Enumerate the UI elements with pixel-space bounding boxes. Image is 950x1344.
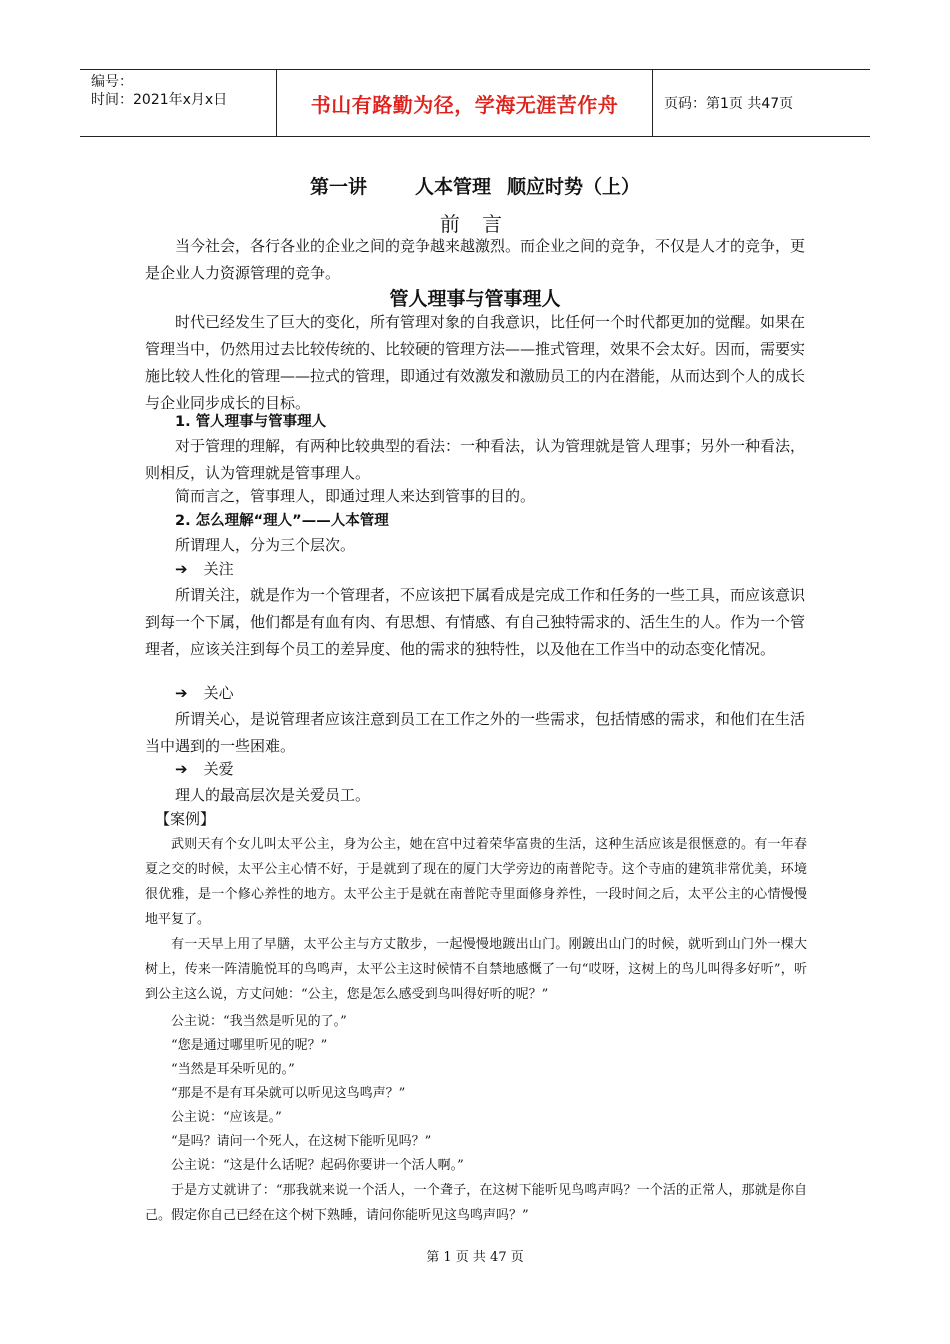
case-label: 【案例】 <box>155 810 216 828</box>
bullet-label: 关爱 <box>203 760 234 778</box>
paragraph-5: 所谓关心，是说管理者应该注意到员工在工作之外的一些需求，包括情感的需求，和他们在生活当中遇到的一些困难。 <box>145 710 806 755</box>
paragraph-2: 简而言之，管事理人，即通过理人来达到管事的目的。 <box>175 487 536 505</box>
title-part-1: 第一讲 <box>309 176 367 198</box>
dialogue-line: 公主说：“我当然是听见的了。” <box>171 1014 347 1029</box>
section-heading: 管人理事与管事理人 <box>389 288 561 310</box>
number-label: 编号： <box>91 74 133 90</box>
dialogue-line: 公主说：“这是什么话呢？起码你要讲一个活人啊。” <box>171 1158 464 1173</box>
bullet-guanai <box>145 756 805 783</box>
arrow-right-icon: ➔ <box>175 760 188 778</box>
dialogue-line: “是吗？请问一个死人，在这树下能听见吗？” <box>171 1134 432 1149</box>
case-paragraph-2: 有一天早上用了早膳，太平公主与方丈散步，一起慢慢地踱出山门。刚踱出山门的时候，就听到山门外一棵大树上，传来一阵清脆悦耳的鸟鸣声，太平公主这时候情不自禁地感慨了一句“哎呀，这树上的鸟儿叫得多好听”，听到公主这么说，方丈问她：“公主，您是怎么感受到鸟叫得好听的呢？” <box>145 937 807 1002</box>
title-part-3: 顺应时势（上） <box>507 176 641 198</box>
preface-text: 当今社会，各行各业的企业之间的竞争越来越激烈。而企业之间的竞争，不仅是人才的竞争，更是企业人力资源管理的竞争。 <box>145 237 806 282</box>
dialogue-line: “您是通过哪里听见的呢？” <box>171 1038 328 1053</box>
header-motto-cell <box>277 70 653 136</box>
arrow-right-icon: ➔ <box>175 684 188 702</box>
arrow-right-icon: ➔ <box>175 560 188 578</box>
paragraph-6: 理人的最高层次是关爱员工。 <box>175 786 371 804</box>
dialogue-line: “当然是耳朵听见的。” <box>171 1062 295 1077</box>
page-footer: 第 1 页 共 47 页 <box>426 1250 524 1265</box>
case-paragraph-1: 武则天有个女儿叫太平公主，身为公主，她在宫中过着荣华富贵的生活，这种生活应该是很惬意的。有一年春夏之交的时候，太平公主心情不好，于是就到了现在的厦门大学旁边的南普陀寺。这个寺庙的建筑非常优美，环境很优雅，是一个修心养性的地方。太平公主于是就在南普陀寺里面修身养性，一段时间之后，太平公主的心情慢慢地平复了。 <box>145 837 807 927</box>
date-line: 时间：2021年x月x日 <box>91 92 228 108</box>
bullet-guanzhu <box>145 556 805 583</box>
subheading-2: 2. 怎么理解“理人”——人本管理 <box>175 513 389 529</box>
dialogue-line: “那是不是有耳朵就可以听见这鸟鸣声？” <box>171 1086 406 1101</box>
section-intro: 时代已经发生了巨大的变化，所有管理对象的自我意识，比任何一个时代都更加的觉醒。如果在管理当中，仍然用过去比较传统的、比较硬的管理方法——推式管理，效果不会太好。因而，需要实施比较人性化的管理——拉式的管理，即通过有效激发和激励员工的内在潜能，从而达到个人的成长与企业同步成长的目标。 <box>145 313 806 412</box>
bullet-guanxin <box>145 680 805 707</box>
paragraph-4: 所谓关注，就是作为一个管理者，不应该把下属看成是完成工作和任务的一些工具，而应该意识到每一个下属，他们都是有血有肉、有思想、有情感、有自己独特需求的、活生生的人。作为一个管理者，应该关注到每个员工的差异度、他的需求的独特性，以及他在工作当中的动态变化情况。 <box>145 586 806 658</box>
case-paragraph-3: 于是方丈就讲了：“那我就来说一个活人，一个聋子，在这树下能听见鸟鸣声吗？一个活的正常人，那就是你自己。假定你自己已经在这个树下熟睡，请问你能听见这鸟鸣声吗？” <box>145 1183 807 1223</box>
page-header <box>80 69 870 137</box>
bullet-label: 关心 <box>203 684 234 702</box>
paragraph-1: 对于管理的理解，有两种比较典型的看法：一种看法，认为管理就是管人理事；另外一种看法，则相反，认为管理就是管事理人。 <box>145 437 806 482</box>
paragraph-3: 所谓理人，分为三个层次。 <box>175 536 356 554</box>
header-meta <box>80 70 277 136</box>
subheading-1: 1. 管人理事与管事理人 <box>175 414 327 430</box>
dialogue-line: 公主说：“应该是。” <box>171 1110 282 1125</box>
motto: 书山有路勤为径，学海无涯苦作舟 <box>310 92 619 117</box>
bullet-label: 关注 <box>203 560 234 578</box>
preface-heading: 前 言 <box>439 212 511 236</box>
lecture-title <box>0 172 950 199</box>
header-page-info: 页码：第1页 共47页 <box>664 96 794 112</box>
title-part-2: 人本管理 <box>414 176 491 198</box>
